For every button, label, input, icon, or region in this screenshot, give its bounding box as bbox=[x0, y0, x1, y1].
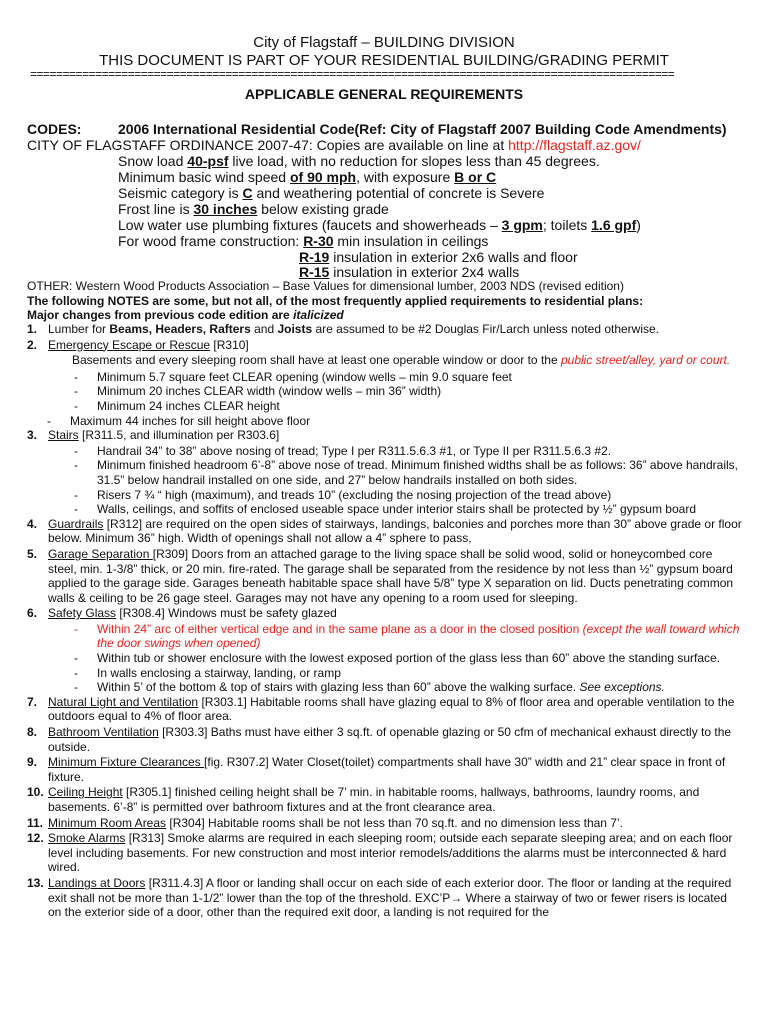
item-text: are assumed to be #2 Douglas Fir/Larch unless noted otherwise. bbox=[312, 322, 660, 336]
item-title: Minimum Fixture Clearances bbox=[48, 755, 205, 770]
sub-item bbox=[54, 384, 742, 399]
list-item bbox=[27, 725, 742, 754]
snow-load-line bbox=[118, 153, 600, 169]
item-text: Basements and every sleeping room shall have at least one operable window or door to the bbox=[72, 353, 561, 368]
wood-frame-line bbox=[118, 233, 488, 249]
sub-item bbox=[54, 444, 742, 459]
sub-text: Minimum 20 inches CLEAR width (window wells – min 36” width) bbox=[97, 384, 442, 399]
sub-emphasis: (except the wall toward which the door swings when opened) bbox=[97, 621, 740, 651]
requirements-list bbox=[27, 322, 742, 921]
ordinance-text: CITY OF FLAGSTAFF ORDINANCE 2007-47: Copies are available on line at bbox=[27, 137, 509, 153]
dash-marker: - bbox=[74, 369, 78, 384]
item-title: Guardrails bbox=[48, 516, 104, 531]
item-bold: Joists bbox=[277, 322, 313, 336]
item-number: 13. bbox=[27, 875, 44, 890]
item-title: Landings at Doors bbox=[48, 875, 146, 890]
dash-marker: - bbox=[74, 621, 78, 636]
item-title: Ceiling Height bbox=[48, 785, 123, 800]
plumbing-line bbox=[118, 217, 641, 233]
seismic-pre: Seismic category is bbox=[118, 185, 243, 201]
sub-text: In walls enclosing a stairway, landing, or ramp bbox=[97, 665, 341, 680]
sub-text: Risers 7 ¾ “ high (maximum), and treads 10” (excluding the nosing projection of the tread above) bbox=[97, 487, 612, 502]
codes-label: CODES: bbox=[27, 121, 82, 137]
list-item bbox=[27, 547, 742, 605]
list-item bbox=[27, 517, 742, 546]
sub-item bbox=[54, 399, 742, 414]
item-text: Lumber for bbox=[48, 322, 110, 336]
plumbing-pre: Low water use plumbing fixtures (faucets and showerheads – bbox=[118, 217, 502, 233]
frost-pre: Frost line is bbox=[118, 201, 194, 217]
r19-value: R-19 bbox=[299, 249, 330, 265]
item-title: Stairs bbox=[48, 428, 79, 443]
item-text: [R313] Smoke alarms are required in each sleeping room; outside each separate sleeping area; and on each floor level including basements. For new construction and most interior remodels/additions the alarms must be interconnected & hard wired. bbox=[48, 831, 733, 875]
sub-item bbox=[54, 502, 742, 517]
dash-marker: - bbox=[74, 458, 78, 473]
item-text: [fig. R307.2] Water Closet(toilet) compartments shall have 30” width and 21” clear space in front of fixture. bbox=[48, 755, 726, 784]
plumbing-post: ) bbox=[636, 217, 641, 233]
item-number: 12. bbox=[27, 831, 44, 846]
r19-text: insulation in exterior 2x6 walls and floor bbox=[329, 249, 578, 265]
sub-item bbox=[54, 666, 742, 681]
plumbing-gpm: 3 gpm bbox=[501, 217, 543, 233]
item-title: Minimum Room Areas bbox=[48, 815, 167, 830]
item-text: [R309] Doors from an attached garage to the living space shall be solid wood, solid or honeycombed core steel, min. 1-3/8” thick, or 20 min. fire-rated. The garage shall be separated from the residence by not less than ½” gypsum board applied to the garage side. Garages beneath habitable space shall have 5/8” type X separation on lid. Ducts penetrating common walls & ceiling to be 26 gage steel. Garages may not have any opening to a room used for sleeping. bbox=[48, 546, 734, 605]
sub-text: Maximum 44 inches for sill height above floor bbox=[70, 413, 311, 428]
sub-item bbox=[54, 680, 742, 695]
item-number: 1. bbox=[27, 322, 38, 336]
frost-post: below existing grade bbox=[257, 201, 389, 217]
item-paragraph bbox=[27, 353, 742, 368]
dash-marker: - bbox=[74, 384, 78, 399]
r15-value: R-15 bbox=[299, 264, 330, 280]
list-item bbox=[27, 695, 742, 724]
item-text: [R312] are required on the open sides of stairways, landings, balconies and porches more than 30” above grade or floor below. Minimum 36” high. Width of openings shall not allow a 4” sphere to pass, bbox=[48, 516, 742, 546]
list-item bbox=[27, 338, 742, 353]
list-item bbox=[27, 816, 742, 831]
item-text: and bbox=[250, 322, 278, 336]
sub-text: Minimum finished headroom 6’-8” above nose of tread. Minimum finished widths shall be as follows: 36” above handrails, 31.5” below handrail installed on one side, and 27” below handrails installed on both sides. bbox=[97, 458, 738, 487]
item-emphasis: public street/alley, yard or court. bbox=[560, 353, 731, 368]
wind-exposure: B or C bbox=[454, 169, 497, 185]
codes-line bbox=[27, 121, 727, 137]
item-text: [R304] Habitable rooms shall be not less than 70 sq.ft. and no dimension less than 7’. bbox=[166, 815, 623, 830]
header-divider: =================================================================================================== bbox=[30, 67, 675, 81]
item-number: 6. bbox=[27, 606, 38, 621]
sub-text: Walls, ceilings, and soffits of enclosed useable space under interior stairs shall be protected by ½” gypsum board bbox=[97, 502, 696, 517]
sub-text: Minimum 5.7 square feet CLEAR opening (window wells – min 9.0 square feet bbox=[97, 369, 512, 384]
r15-text: insulation in exterior 2x4 walls bbox=[329, 264, 520, 280]
item-text: [R305.1] finished ceiling height shall be 7’ min. in habitable rooms, hallways, bathrooms, laundry rooms, and basements. 6’-8” is permitted over bathroom fixtures and at the front clearance area. bbox=[48, 785, 700, 814]
header-permit-notice: THIS DOCUMENT IS PART OF YOUR RESIDENTIAL BUILDING/GRADING PERMIT bbox=[99, 52, 669, 69]
dash-marker: - bbox=[74, 502, 78, 517]
other-reference: OTHER: Western Wood Products Association – Base Values for dimensional lumber, 2003 NDS (revised edition) bbox=[27, 279, 624, 293]
frost-line bbox=[118, 201, 389, 217]
seismic-post: and weathering potential of concrete is Severe bbox=[252, 185, 545, 201]
sub-emphasis: See exceptions. bbox=[579, 680, 665, 695]
r15-line bbox=[299, 264, 519, 280]
wind-pre: Minimum basic wind speed bbox=[118, 169, 290, 185]
notes-changes bbox=[27, 308, 344, 322]
sub-text: Within 24” arc of either vertical edge and in the same plane as a door in the closed position bbox=[97, 621, 583, 636]
dash-marker: - bbox=[74, 398, 78, 413]
sub-text: Minimum 24 inches CLEAR height bbox=[97, 398, 280, 413]
list-item bbox=[27, 322, 742, 337]
r30-value: R-30 bbox=[303, 233, 334, 249]
list-item bbox=[27, 606, 742, 621]
header-division: City of Flagstaff – BUILDING DIVISION bbox=[253, 34, 515, 51]
item-number: 10. bbox=[27, 785, 44, 800]
sub-item bbox=[54, 651, 742, 666]
seismic-line bbox=[118, 185, 544, 201]
sub-item bbox=[27, 414, 742, 429]
page-title: APPLICABLE GENERAL REQUIREMENTS bbox=[244, 86, 524, 102]
wood-pre: For wood frame construction: bbox=[118, 233, 304, 249]
item-number: 4. bbox=[27, 516, 38, 531]
list-item bbox=[27, 831, 742, 875]
wind-speed-line bbox=[118, 169, 496, 185]
notes-changes-text: Major changes from previous code edition are bbox=[27, 308, 294, 322]
dash-marker: - bbox=[74, 665, 78, 680]
plumbing-mid: ; toilets bbox=[542, 217, 592, 233]
sub-item bbox=[54, 370, 742, 385]
wind-value: of 90 mph bbox=[289, 169, 357, 185]
r19-line bbox=[299, 249, 578, 265]
seismic-value: C bbox=[242, 185, 253, 201]
item-title: Emergency Escape or Rescue bbox=[48, 337, 211, 352]
dash-marker: - bbox=[74, 680, 78, 695]
item-number: 5. bbox=[27, 546, 38, 561]
dash-marker: - bbox=[47, 413, 51, 428]
item-title: Bathroom Ventilation bbox=[48, 725, 159, 740]
item-text: [R303.3] Baths must have either 3 sq.ft. of openable glazing or 50 cfm of mechanical exhaust directly to the outside. bbox=[48, 725, 732, 754]
sub-text: Handrail 34” to 38” above nosing of tread; Type I per R311.5.6.3 #1, or Type II per R311.5.6.3 #2. bbox=[97, 443, 612, 458]
list-item bbox=[27, 755, 742, 784]
item-title: Garage Separation bbox=[48, 546, 153, 561]
snow-post: live load, with no reduction for slopes less than 45 degrees. bbox=[228, 153, 600, 169]
codes-irc: 2006 International Residential Code(Ref: City of Flagstaff 2007 Building Code Amendments) bbox=[118, 121, 727, 137]
item-number: 9. bbox=[27, 755, 38, 770]
frost-value: 30 inches bbox=[193, 201, 258, 217]
item-number: 2. bbox=[27, 337, 38, 352]
item-title: Safety Glass bbox=[48, 606, 117, 621]
item-text: [R303.1] Habitable rooms shall have glazing equal to 8% of floor area and operable ventilation to the outdoors equal to 4% of floor area. bbox=[48, 694, 735, 724]
list-item bbox=[27, 428, 742, 443]
snow-pre: Snow load bbox=[118, 153, 188, 169]
sub-item bbox=[54, 458, 742, 487]
plumbing-gpf: 1.6 gpf bbox=[591, 217, 637, 233]
item-ref: [R311.5, and illumination per R303.6] bbox=[78, 428, 280, 443]
sub-item bbox=[54, 622, 742, 651]
sub-text: Within tub or shower enclosure with the lowest exposed portion of the glass less than 60” above the standing surface. bbox=[97, 651, 721, 666]
dash-marker: - bbox=[74, 487, 78, 502]
notes-italicized: italicized bbox=[293, 308, 344, 322]
item-title: Smoke Alarms bbox=[48, 831, 126, 846]
dash-marker: - bbox=[74, 651, 78, 666]
list-item bbox=[27, 785, 742, 814]
item-bold: Beams, Headers, Rafters bbox=[109, 322, 251, 336]
item-number: 8. bbox=[27, 725, 38, 740]
item-number: 3. bbox=[27, 428, 38, 443]
list-item bbox=[27, 876, 742, 920]
item-text: [R311.4.3] A floor or landing shall occur on each side of each exterior door. The floor or landing at the required exit shall not be more than 1-1/2” lower than the top of the threshold. EXC’P→ Where a stairway of two or fewer risers is located on the exterior side of a door, other than the required exit door, a landing is not required for the bbox=[48, 875, 732, 920]
ordinance-link[interactable]: http://flagstaff.az.gov/ bbox=[508, 137, 641, 153]
item-number: 7. bbox=[27, 694, 38, 709]
sub-text: Within 5’ of the bottom & top of stairs with glazing less than 60” above the walking surface. bbox=[97, 680, 580, 695]
wind-mid: , with exposure bbox=[356, 169, 455, 185]
item-ref: [R310] bbox=[210, 337, 249, 352]
notes-intro: The following NOTES are some, but not all, of the most frequently applied requirements to residential plans: bbox=[27, 294, 644, 308]
ordinance-line bbox=[27, 137, 641, 153]
item-ref: [R308.4] Windows must be safety glazed bbox=[116, 606, 337, 621]
sub-item bbox=[54, 488, 742, 503]
r30-text: min insulation in ceilings bbox=[333, 233, 489, 249]
item-title: Natural Light and Ventilation bbox=[48, 694, 199, 709]
snow-value: 40-psf bbox=[187, 153, 229, 169]
dash-marker: - bbox=[74, 443, 78, 458]
item-number: 11. bbox=[27, 815, 44, 830]
